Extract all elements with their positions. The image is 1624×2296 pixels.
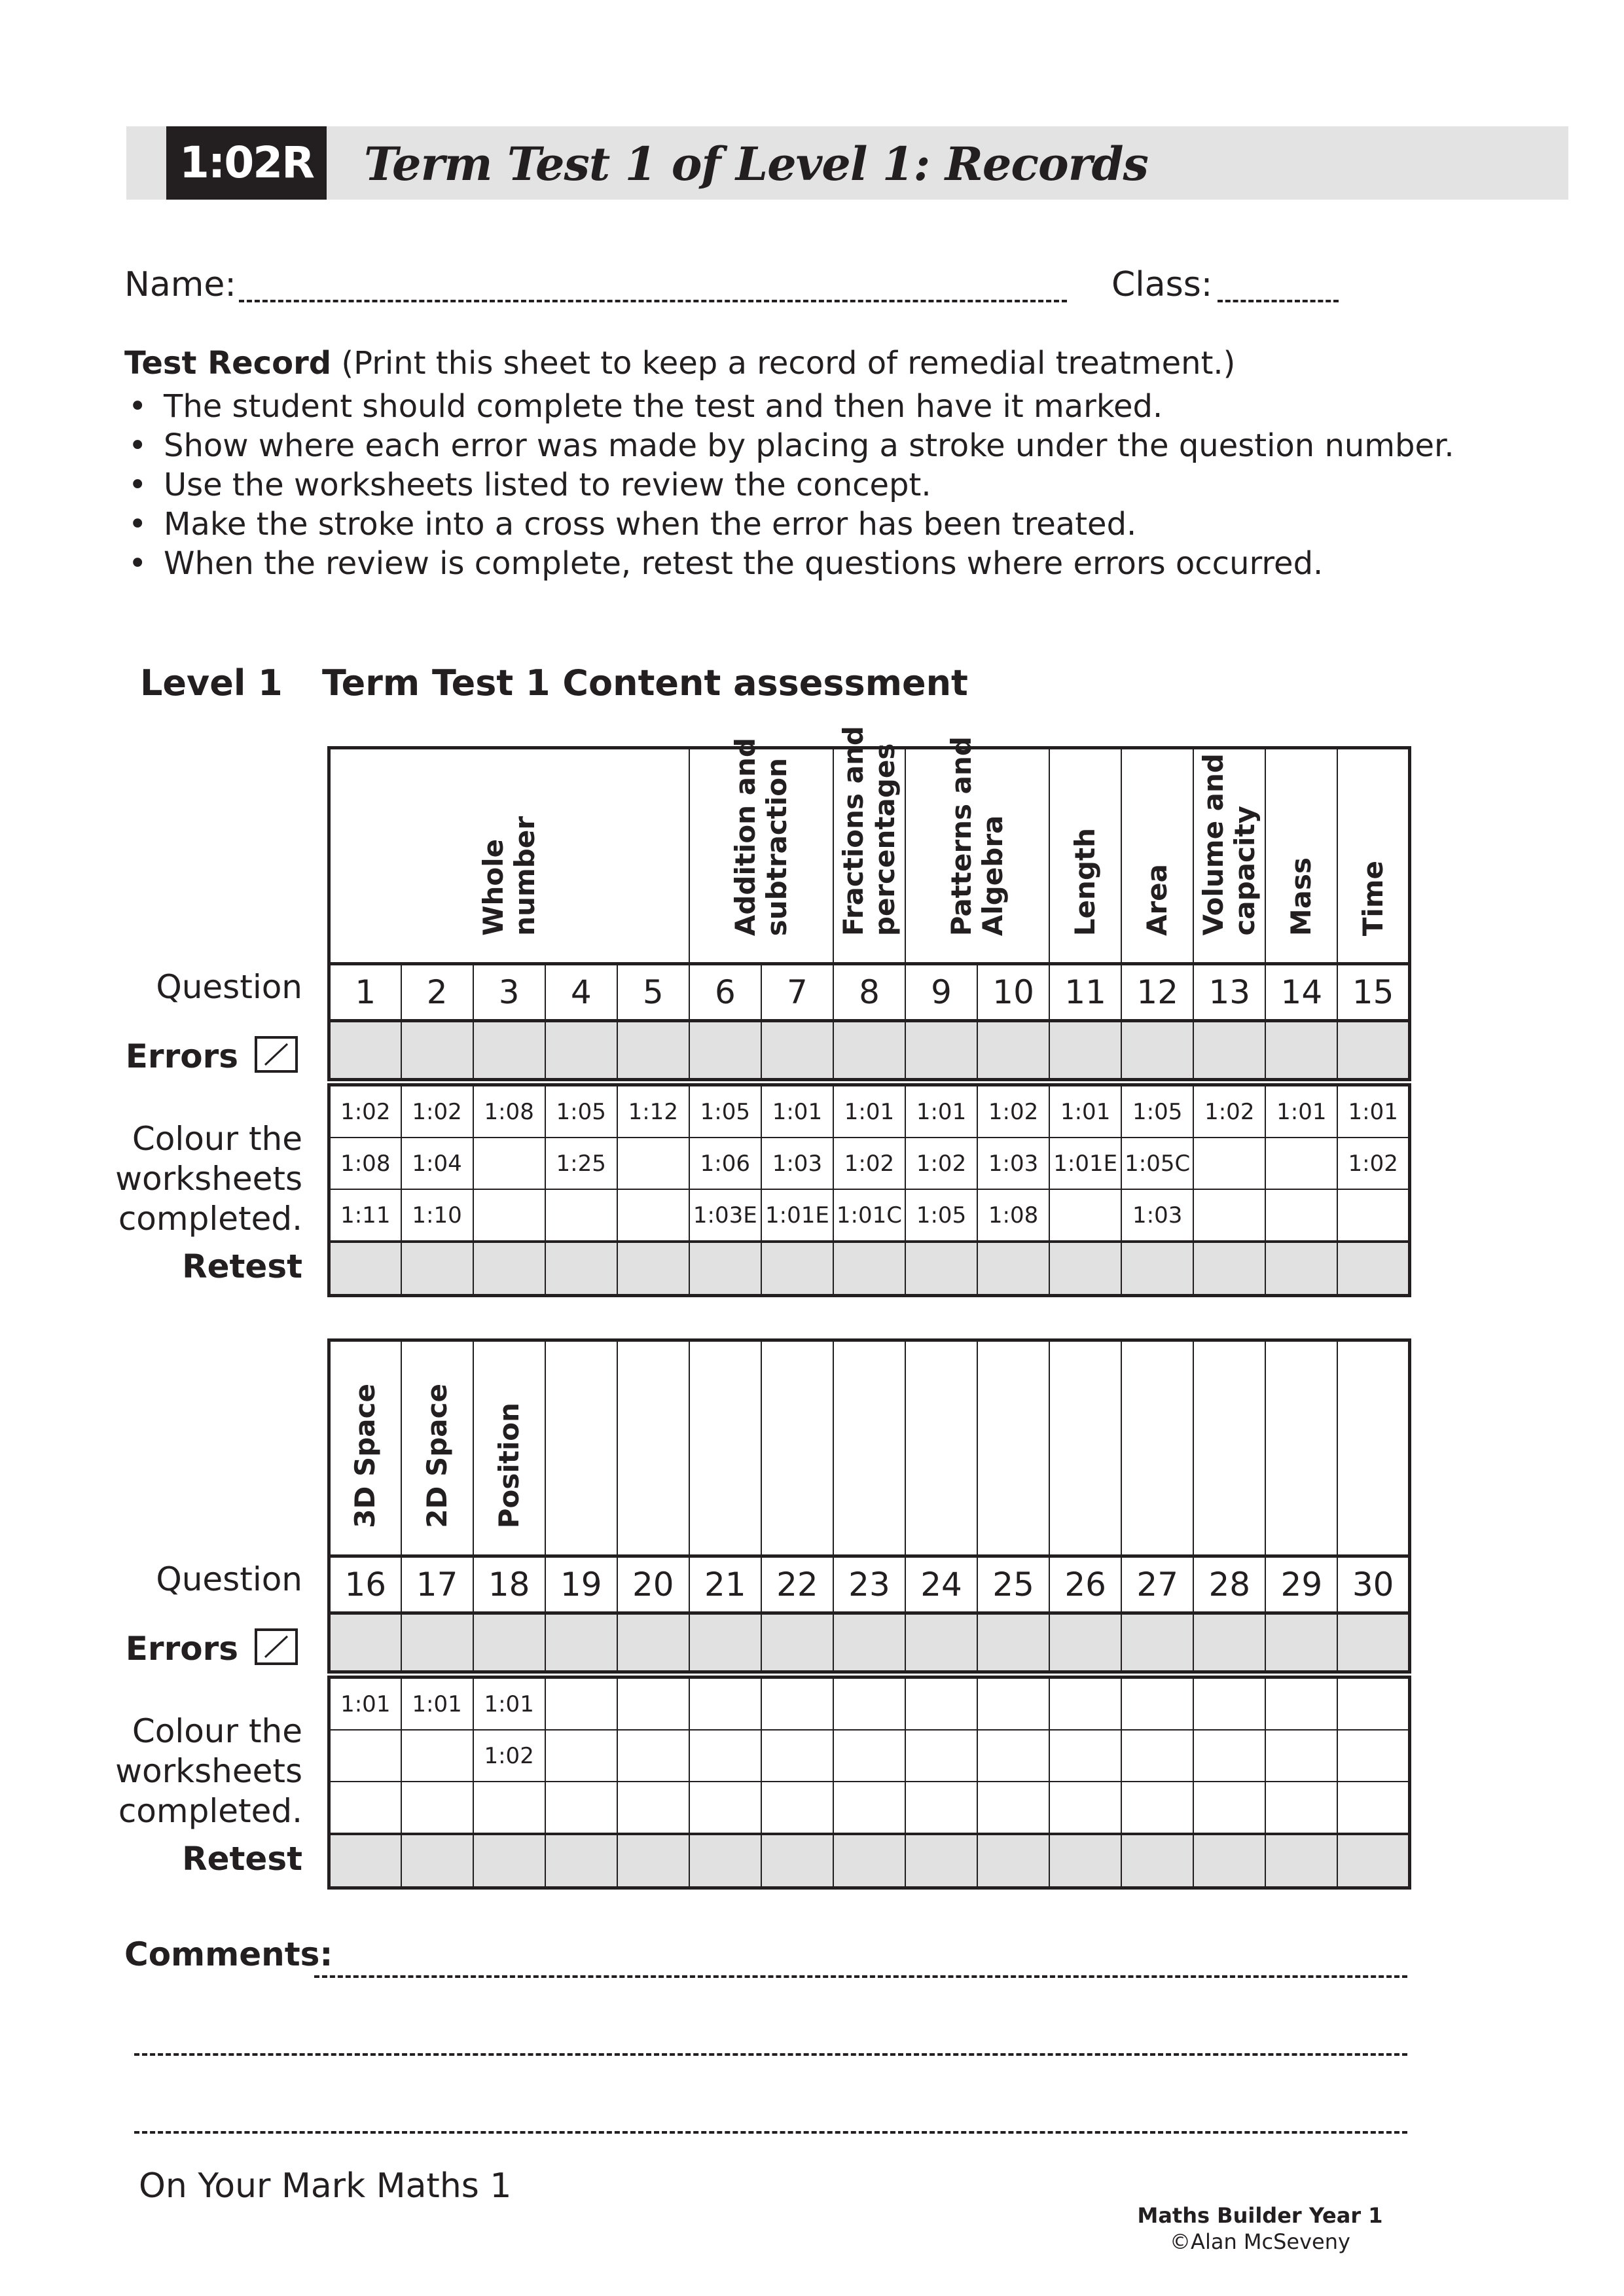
question-number: 25 bbox=[977, 1556, 1049, 1613]
retest-cell[interactable] bbox=[905, 1834, 977, 1888]
error-mark-cell[interactable] bbox=[1193, 1613, 1265, 1672]
error-mark-cell[interactable] bbox=[617, 1021, 689, 1080]
topic-header-cell bbox=[1121, 1340, 1193, 1556]
topic-header-cell bbox=[1337, 748, 1409, 964]
topic-label: Patterns and Algebra bbox=[945, 736, 1009, 936]
worksheet-row bbox=[329, 1138, 1410, 1189]
worksheet-code: 1:02R bbox=[166, 126, 327, 200]
worksheet-cell[interactable] bbox=[617, 1189, 689, 1242]
section-title: Term Test 1 Content assessment bbox=[322, 662, 968, 704]
topic-label: Addition and subtraction bbox=[729, 737, 793, 936]
topic-label: Volume and capacity bbox=[1197, 753, 1261, 936]
question-number: 6 bbox=[689, 964, 761, 1021]
worksheet-cell[interactable]: 1:03 bbox=[1121, 1189, 1193, 1242]
question-number: 9 bbox=[905, 964, 977, 1021]
stroke-key-icon bbox=[255, 1628, 298, 1665]
error-mark-cell[interactable] bbox=[761, 1613, 833, 1672]
question-number: 10 bbox=[977, 964, 1049, 1021]
topic-label: 3D Space bbox=[349, 1384, 382, 1528]
worksheet-row bbox=[329, 1085, 1410, 1138]
error-mark-cell[interactable] bbox=[1121, 1613, 1193, 1672]
error-mark-cell[interactable] bbox=[977, 1021, 1049, 1080]
worksheet-cell[interactable] bbox=[1265, 1730, 1337, 1782]
colour-label-line: Colour the bbox=[132, 1712, 302, 1750]
topic-header-cell bbox=[545, 1340, 617, 1556]
retest-cell[interactable] bbox=[689, 1834, 761, 1888]
question-number: 5 bbox=[617, 964, 689, 1021]
question-number: 4 bbox=[545, 964, 617, 1021]
errors-row bbox=[329, 1613, 1410, 1672]
error-mark-cell[interactable] bbox=[689, 1613, 761, 1672]
retest-row-label: Retest bbox=[182, 1840, 302, 1878]
topic-header-cell bbox=[1265, 748, 1337, 964]
question-number: 19 bbox=[545, 1556, 617, 1613]
retest-cell[interactable] bbox=[1049, 1834, 1121, 1888]
topic-row bbox=[329, 748, 1410, 964]
error-mark-cell[interactable] bbox=[905, 1021, 977, 1080]
worksheet-cell[interactable]: 1:02 bbox=[1337, 1138, 1409, 1189]
question-number: 16 bbox=[329, 1556, 401, 1613]
worksheet-cell[interactable] bbox=[1265, 1677, 1337, 1731]
worksheet-cell[interactable]: 1:01 bbox=[401, 1677, 473, 1731]
worksheet-cell[interactable] bbox=[1121, 1782, 1193, 1834]
topic-header-cell bbox=[905, 1340, 977, 1556]
error-mark-cell[interactable] bbox=[1049, 1021, 1121, 1080]
intro-bold: Test Record bbox=[124, 345, 332, 382]
worksheet-row bbox=[329, 1782, 1410, 1834]
worksheet-row bbox=[329, 1730, 1410, 1782]
topic-header-cell bbox=[1265, 1340, 1337, 1556]
retest-cell[interactable] bbox=[545, 1242, 617, 1296]
worksheet-cell[interactable]: 1:06 bbox=[689, 1138, 761, 1189]
topic-header-cell bbox=[473, 1340, 545, 1556]
worksheet-cell[interactable] bbox=[689, 1782, 761, 1834]
worksheet-cell[interactable] bbox=[545, 1677, 617, 1731]
instruction-item: • Use the worksheets listed to review the concept. bbox=[124, 465, 1571, 505]
worksheet-cell[interactable]: 1:08 bbox=[329, 1138, 401, 1189]
topic-header-cell bbox=[905, 736, 1049, 964]
worksheet-cell[interactable]: 1:12 bbox=[617, 1085, 689, 1138]
question-number: 7 bbox=[761, 964, 833, 1021]
error-mark-cell[interactable] bbox=[833, 1613, 905, 1672]
worksheet-cell[interactable] bbox=[1193, 1677, 1265, 1731]
worksheet-cell[interactable]: 1:01 bbox=[833, 1085, 905, 1138]
worksheet-cell[interactable] bbox=[833, 1730, 905, 1782]
error-mark-cell[interactable] bbox=[329, 1613, 401, 1672]
worksheet-cell[interactable] bbox=[905, 1782, 977, 1834]
topic-label: Fractions and percentages bbox=[837, 725, 901, 936]
retest-row bbox=[329, 1242, 1410, 1296]
error-mark-cell[interactable] bbox=[833, 1021, 905, 1080]
retest-cell[interactable] bbox=[833, 1242, 905, 1296]
question-number: 24 bbox=[905, 1556, 977, 1613]
instructions-list bbox=[124, 387, 1571, 583]
retest-cell[interactable] bbox=[905, 1242, 977, 1296]
question-number-row bbox=[329, 964, 1410, 1021]
retest-cell[interactable] bbox=[1337, 1834, 1409, 1888]
instruction-item: • Show where each error was made by placing a stroke under the question number. bbox=[124, 426, 1571, 465]
topic-label: Area bbox=[1141, 863, 1174, 936]
class-field[interactable] bbox=[1218, 300, 1339, 302]
worksheet-cell[interactable] bbox=[689, 1677, 761, 1731]
topic-header-cell bbox=[1193, 1340, 1265, 1556]
colour-label-line: worksheets bbox=[115, 1160, 302, 1198]
topic-header-cell bbox=[689, 737, 833, 964]
worksheet-cell[interactable] bbox=[1337, 1730, 1409, 1782]
worksheet-row bbox=[329, 1677, 1410, 1731]
errors-row bbox=[329, 1021, 1410, 1080]
comments-line[interactable] bbox=[314, 1975, 1407, 1978]
worksheet-cell[interactable] bbox=[1049, 1782, 1121, 1834]
worksheet-cell[interactable] bbox=[905, 1730, 977, 1782]
topic-header-cell bbox=[977, 1340, 1049, 1556]
intro-rest: (Print this sheet to keep a record of remedial treatment.) bbox=[331, 345, 1236, 382]
book-credit bbox=[1090, 2202, 1430, 2255]
worksheet-cell[interactable] bbox=[761, 1730, 833, 1782]
worksheet-cell[interactable] bbox=[473, 1189, 545, 1242]
question-number: 11 bbox=[1049, 964, 1121, 1021]
topic-header-cell bbox=[1193, 748, 1265, 964]
retest-cell[interactable] bbox=[1193, 1242, 1265, 1296]
worksheet-cell[interactable] bbox=[1193, 1730, 1265, 1782]
worksheet-cell[interactable]: 1:11 bbox=[329, 1189, 401, 1242]
worksheet-cell[interactable]: 1:05 bbox=[905, 1189, 977, 1242]
question-number: 20 bbox=[617, 1556, 689, 1613]
test-record-instructions bbox=[124, 344, 1571, 583]
topic-header-cell bbox=[1049, 1340, 1121, 1556]
worksheet-cell[interactable]: 1:02 bbox=[833, 1138, 905, 1189]
question-number: 18 bbox=[473, 1556, 545, 1613]
error-mark-cell[interactable] bbox=[473, 1613, 545, 1672]
worksheet-cell[interactable] bbox=[1193, 1138, 1265, 1189]
worksheet-cell[interactable] bbox=[761, 1782, 833, 1834]
section-level: Level 1 bbox=[140, 662, 283, 704]
error-mark-cell[interactable] bbox=[401, 1613, 473, 1672]
worksheet-cell[interactable]: 1:01E bbox=[1049, 1138, 1121, 1189]
worksheet-cell[interactable]: 1:01 bbox=[1337, 1085, 1409, 1138]
error-mark-cell[interactable] bbox=[977, 1613, 1049, 1672]
error-mark-cell[interactable] bbox=[1337, 1613, 1409, 1672]
colour-label-line: Colour the bbox=[132, 1120, 302, 1158]
retest-cell[interactable] bbox=[1121, 1834, 1193, 1888]
worksheet-cell[interactable]: 1:03 bbox=[977, 1138, 1049, 1189]
topic-label-wrap bbox=[1286, 857, 1317, 936]
retest-cell[interactable] bbox=[761, 1242, 833, 1296]
question-number-row bbox=[329, 1556, 1410, 1613]
worksheet-cell[interactable]: 1:02 bbox=[473, 1730, 545, 1782]
worksheet-cell[interactable]: 1:05C bbox=[1121, 1138, 1193, 1189]
errors-row-label: Errors bbox=[125, 1037, 238, 1075]
retest-cell[interactable] bbox=[1265, 1834, 1337, 1888]
worksheet-cell[interactable] bbox=[977, 1730, 1049, 1782]
worksheet-cell[interactable]: 1:01E bbox=[761, 1189, 833, 1242]
worksheet-cell[interactable]: 1:02 bbox=[401, 1085, 473, 1138]
errors-row-label: Errors bbox=[125, 1630, 238, 1668]
series-name: On Your Mark Maths 1 bbox=[139, 2166, 512, 2206]
worksheet-cell[interactable]: 1:01 bbox=[1265, 1085, 1337, 1138]
instruction-item: • The student should complete the test and then have it marked. bbox=[124, 387, 1571, 426]
error-mark-cell[interactable] bbox=[1337, 1021, 1409, 1080]
question-number: 22 bbox=[761, 1556, 833, 1613]
worksheet-cell[interactable] bbox=[1049, 1677, 1121, 1731]
question-table bbox=[327, 1338, 1411, 1674]
worksheet-cell[interactable] bbox=[1337, 1677, 1409, 1731]
topic-label: Length bbox=[1069, 827, 1102, 936]
worksheet-cell[interactable]: 1:01 bbox=[761, 1085, 833, 1138]
topic-label-wrap bbox=[478, 816, 541, 936]
error-mark-cell[interactable] bbox=[617, 1613, 689, 1672]
worksheet-cell[interactable] bbox=[1049, 1189, 1121, 1242]
worksheet-cell[interactable] bbox=[1265, 1138, 1337, 1189]
worksheet-cell[interactable]: 1:03E bbox=[689, 1189, 761, 1242]
topic-header-cell bbox=[833, 1340, 905, 1556]
topic-label-wrap bbox=[946, 736, 1009, 936]
error-mark-cell[interactable] bbox=[545, 1021, 617, 1080]
worksheet-cell[interactable]: 1:05 bbox=[545, 1085, 617, 1138]
worksheet-cell[interactable]: 1:02 bbox=[905, 1138, 977, 1189]
topic-label-wrap bbox=[1358, 861, 1389, 936]
worksheet-cell[interactable] bbox=[689, 1730, 761, 1782]
topic-label-wrap bbox=[1198, 753, 1261, 936]
colour-label-line: completed. bbox=[118, 1200, 302, 1238]
worksheet-cell[interactable] bbox=[617, 1677, 689, 1731]
comments-line[interactable] bbox=[134, 2131, 1407, 2134]
worksheet-cell[interactable] bbox=[761, 1677, 833, 1731]
question-table bbox=[327, 725, 1411, 1081]
worksheet-cell[interactable] bbox=[473, 1782, 545, 1834]
worksheet-cell[interactable] bbox=[977, 1782, 1049, 1834]
worksheet-cell[interactable]: 1:01C bbox=[833, 1189, 905, 1242]
retest-cell[interactable] bbox=[977, 1834, 1049, 1888]
worksheet-cell[interactable] bbox=[329, 1782, 401, 1834]
worksheet-cell[interactable] bbox=[1265, 1189, 1337, 1242]
topic-row bbox=[329, 1340, 1410, 1556]
error-mark-cell[interactable] bbox=[473, 1021, 545, 1080]
question-number: 3 bbox=[473, 964, 545, 1021]
topic-label: Time bbox=[1356, 860, 1389, 936]
worksheet-cell[interactable]: 1:08 bbox=[977, 1189, 1049, 1242]
topic-header-cell bbox=[689, 1340, 761, 1556]
worksheet-cell[interactable] bbox=[1193, 1782, 1265, 1834]
retest-cell[interactable] bbox=[401, 1242, 473, 1296]
worksheet-cell[interactable] bbox=[905, 1677, 977, 1731]
question-number: 2 bbox=[401, 964, 473, 1021]
instructions-intro bbox=[124, 344, 1571, 383]
error-mark-cell[interactable] bbox=[1049, 1613, 1121, 1672]
book-title: Maths Builder Year 1 bbox=[1137, 2203, 1383, 2228]
question-row-label: Question bbox=[156, 968, 302, 1006]
name-field[interactable] bbox=[239, 300, 1067, 302]
worksheet-cell[interactable] bbox=[1049, 1730, 1121, 1782]
class-label: Class: bbox=[1111, 265, 1213, 304]
error-mark-cell[interactable] bbox=[545, 1613, 617, 1672]
error-mark-cell[interactable] bbox=[761, 1021, 833, 1080]
worksheet-cell[interactable] bbox=[617, 1730, 689, 1782]
worksheet-cell[interactable] bbox=[1265, 1782, 1337, 1834]
topic-label: 2D Space bbox=[420, 1384, 453, 1528]
retest-cell[interactable] bbox=[689, 1242, 761, 1296]
retest-cell[interactable] bbox=[329, 1242, 401, 1296]
copyright: ©Alan McSeveny bbox=[1170, 2229, 1350, 2254]
topic-label: Position bbox=[492, 1402, 525, 1528]
topic-label-wrap bbox=[422, 1384, 453, 1528]
error-mark-cell[interactable] bbox=[1121, 1021, 1193, 1080]
question-number: 8 bbox=[833, 964, 905, 1021]
worksheet-cell[interactable]: 1:10 bbox=[401, 1189, 473, 1242]
worksheet-cell[interactable] bbox=[329, 1730, 401, 1782]
error-mark-cell[interactable] bbox=[1265, 1613, 1337, 1672]
error-mark-cell[interactable] bbox=[329, 1021, 401, 1080]
topic-label: Mass bbox=[1285, 857, 1318, 936]
error-mark-cell[interactable] bbox=[905, 1613, 977, 1672]
retest-cell[interactable] bbox=[1121, 1242, 1193, 1296]
worksheet-cell[interactable]: 1:25 bbox=[545, 1138, 617, 1189]
topic-header-cell bbox=[1337, 1340, 1409, 1556]
retest-cell[interactable] bbox=[329, 1834, 401, 1888]
worksheet-cell[interactable]: 1:05 bbox=[1121, 1085, 1193, 1138]
worksheet-row bbox=[329, 1189, 1410, 1242]
worksheet-cell[interactable]: 1:01 bbox=[473, 1677, 545, 1731]
error-mark-cell[interactable] bbox=[1193, 1021, 1265, 1080]
question-number: 12 bbox=[1121, 964, 1193, 1021]
worksheet-cell[interactable] bbox=[1337, 1189, 1409, 1242]
retest-cell[interactable] bbox=[473, 1242, 545, 1296]
worksheet-cell[interactable] bbox=[473, 1138, 545, 1189]
worksheet-cell[interactable]: 1:01 bbox=[329, 1677, 401, 1731]
colour-worksheets-label bbox=[115, 1712, 302, 1831]
retest-cell[interactable] bbox=[1193, 1834, 1265, 1888]
topic-header-cell bbox=[617, 1340, 689, 1556]
retest-cell[interactable] bbox=[977, 1242, 1049, 1296]
worksheet-cell[interactable]: 1:01 bbox=[1049, 1085, 1121, 1138]
retest-cell[interactable] bbox=[617, 1834, 689, 1888]
colour-worksheets-label bbox=[115, 1119, 302, 1239]
topic-header-cell bbox=[1121, 748, 1193, 964]
retest-row bbox=[329, 1834, 1410, 1888]
question-number: 14 bbox=[1265, 964, 1337, 1021]
worksheet-cell[interactable] bbox=[1121, 1677, 1193, 1731]
worksheet-cell[interactable] bbox=[545, 1782, 617, 1834]
topic-header-cell bbox=[1049, 748, 1121, 964]
question-number: 15 bbox=[1337, 964, 1409, 1021]
topic-label-wrap bbox=[730, 738, 793, 936]
worksheet-cell[interactable] bbox=[545, 1730, 617, 1782]
worksheet-cell[interactable] bbox=[1193, 1189, 1265, 1242]
worksheet-cell[interactable]: 1:02 bbox=[977, 1085, 1049, 1138]
worksheet-cell[interactable]: 1:01 bbox=[905, 1085, 977, 1138]
topic-header-cell bbox=[401, 1340, 473, 1556]
comments-label: Comments: bbox=[124, 1935, 333, 1973]
worksheet-cell[interactable]: 1:08 bbox=[473, 1085, 545, 1138]
worksheet-cell[interactable] bbox=[401, 1730, 473, 1782]
worksheet-cell[interactable]: 1:02 bbox=[1193, 1085, 1265, 1138]
question-number: 13 bbox=[1193, 964, 1265, 1021]
topic-label-wrap bbox=[1070, 828, 1101, 936]
error-mark-cell[interactable] bbox=[401, 1021, 473, 1080]
retest-cell[interactable] bbox=[545, 1834, 617, 1888]
error-mark-cell[interactable] bbox=[689, 1021, 761, 1080]
topic-header-cell bbox=[329, 748, 689, 964]
question-number: 26 bbox=[1049, 1556, 1121, 1613]
instruction-item: • When the review is complete, retest the questions where errors occurred. bbox=[124, 544, 1571, 583]
worksheet-cell[interactable]: 1:04 bbox=[401, 1138, 473, 1189]
retest-cell[interactable] bbox=[833, 1834, 905, 1888]
worksheet-cell[interactable] bbox=[833, 1782, 905, 1834]
colour-label-line: completed. bbox=[118, 1792, 302, 1830]
instruction-item: • Make the stroke into a cross when the error has been treated. bbox=[124, 505, 1571, 544]
question-row-label: Question bbox=[156, 1560, 302, 1598]
colour-label-line: worksheets bbox=[115, 1752, 302, 1790]
worksheet-cell[interactable] bbox=[977, 1677, 1049, 1731]
worksheet-cell[interactable] bbox=[617, 1782, 689, 1834]
topic-header-cell bbox=[761, 1340, 833, 1556]
question-number: 30 bbox=[1337, 1556, 1409, 1613]
topic-label: Whole number bbox=[477, 816, 541, 936]
question-number: 23 bbox=[833, 1556, 905, 1613]
topic-header-cell bbox=[329, 1340, 401, 1556]
topic-label-wrap bbox=[1142, 864, 1173, 936]
name-label: Name: bbox=[124, 265, 236, 304]
error-mark-cell[interactable] bbox=[1265, 1021, 1337, 1080]
retest-cell[interactable] bbox=[1337, 1242, 1409, 1296]
retest-cell[interactable] bbox=[617, 1242, 689, 1296]
worksheet-table bbox=[327, 1083, 1411, 1297]
worksheet-cell[interactable] bbox=[833, 1677, 905, 1731]
question-number: 21 bbox=[689, 1556, 761, 1613]
page-title: Term Test 1 of Level 1: Records bbox=[364, 137, 1148, 191]
worksheet-cell[interactable]: 1:05 bbox=[689, 1085, 761, 1138]
topic-label-wrap bbox=[350, 1384, 381, 1528]
question-number: 1 bbox=[329, 964, 401, 1021]
topic-label-wrap bbox=[838, 726, 901, 936]
topic-header-cell bbox=[833, 725, 905, 964]
question-number: 17 bbox=[401, 1556, 473, 1613]
comments-line[interactable] bbox=[134, 2053, 1407, 2056]
retest-cell[interactable] bbox=[1049, 1242, 1121, 1296]
worksheet-cell[interactable] bbox=[401, 1782, 473, 1834]
question-number: 28 bbox=[1193, 1556, 1265, 1613]
worksheet-cell[interactable]: 1:02 bbox=[329, 1085, 401, 1138]
question-number: 29 bbox=[1265, 1556, 1337, 1613]
worksheet-table bbox=[327, 1676, 1411, 1890]
question-number: 27 bbox=[1121, 1556, 1193, 1613]
worksheet-cell[interactable] bbox=[1121, 1730, 1193, 1782]
stroke-key-icon bbox=[255, 1036, 298, 1073]
retest-cell[interactable] bbox=[473, 1834, 545, 1888]
worksheet-cell[interactable]: 1:03 bbox=[761, 1138, 833, 1189]
retest-cell[interactable] bbox=[761, 1834, 833, 1888]
worksheet-cell[interactable] bbox=[1337, 1782, 1409, 1834]
topic-label-wrap bbox=[494, 1403, 525, 1528]
retest-cell[interactable] bbox=[401, 1834, 473, 1888]
retest-cell[interactable] bbox=[1265, 1242, 1337, 1296]
worksheet-cell[interactable] bbox=[545, 1189, 617, 1242]
worksheet-cell[interactable] bbox=[617, 1138, 689, 1189]
retest-row-label: Retest bbox=[182, 1247, 302, 1285]
